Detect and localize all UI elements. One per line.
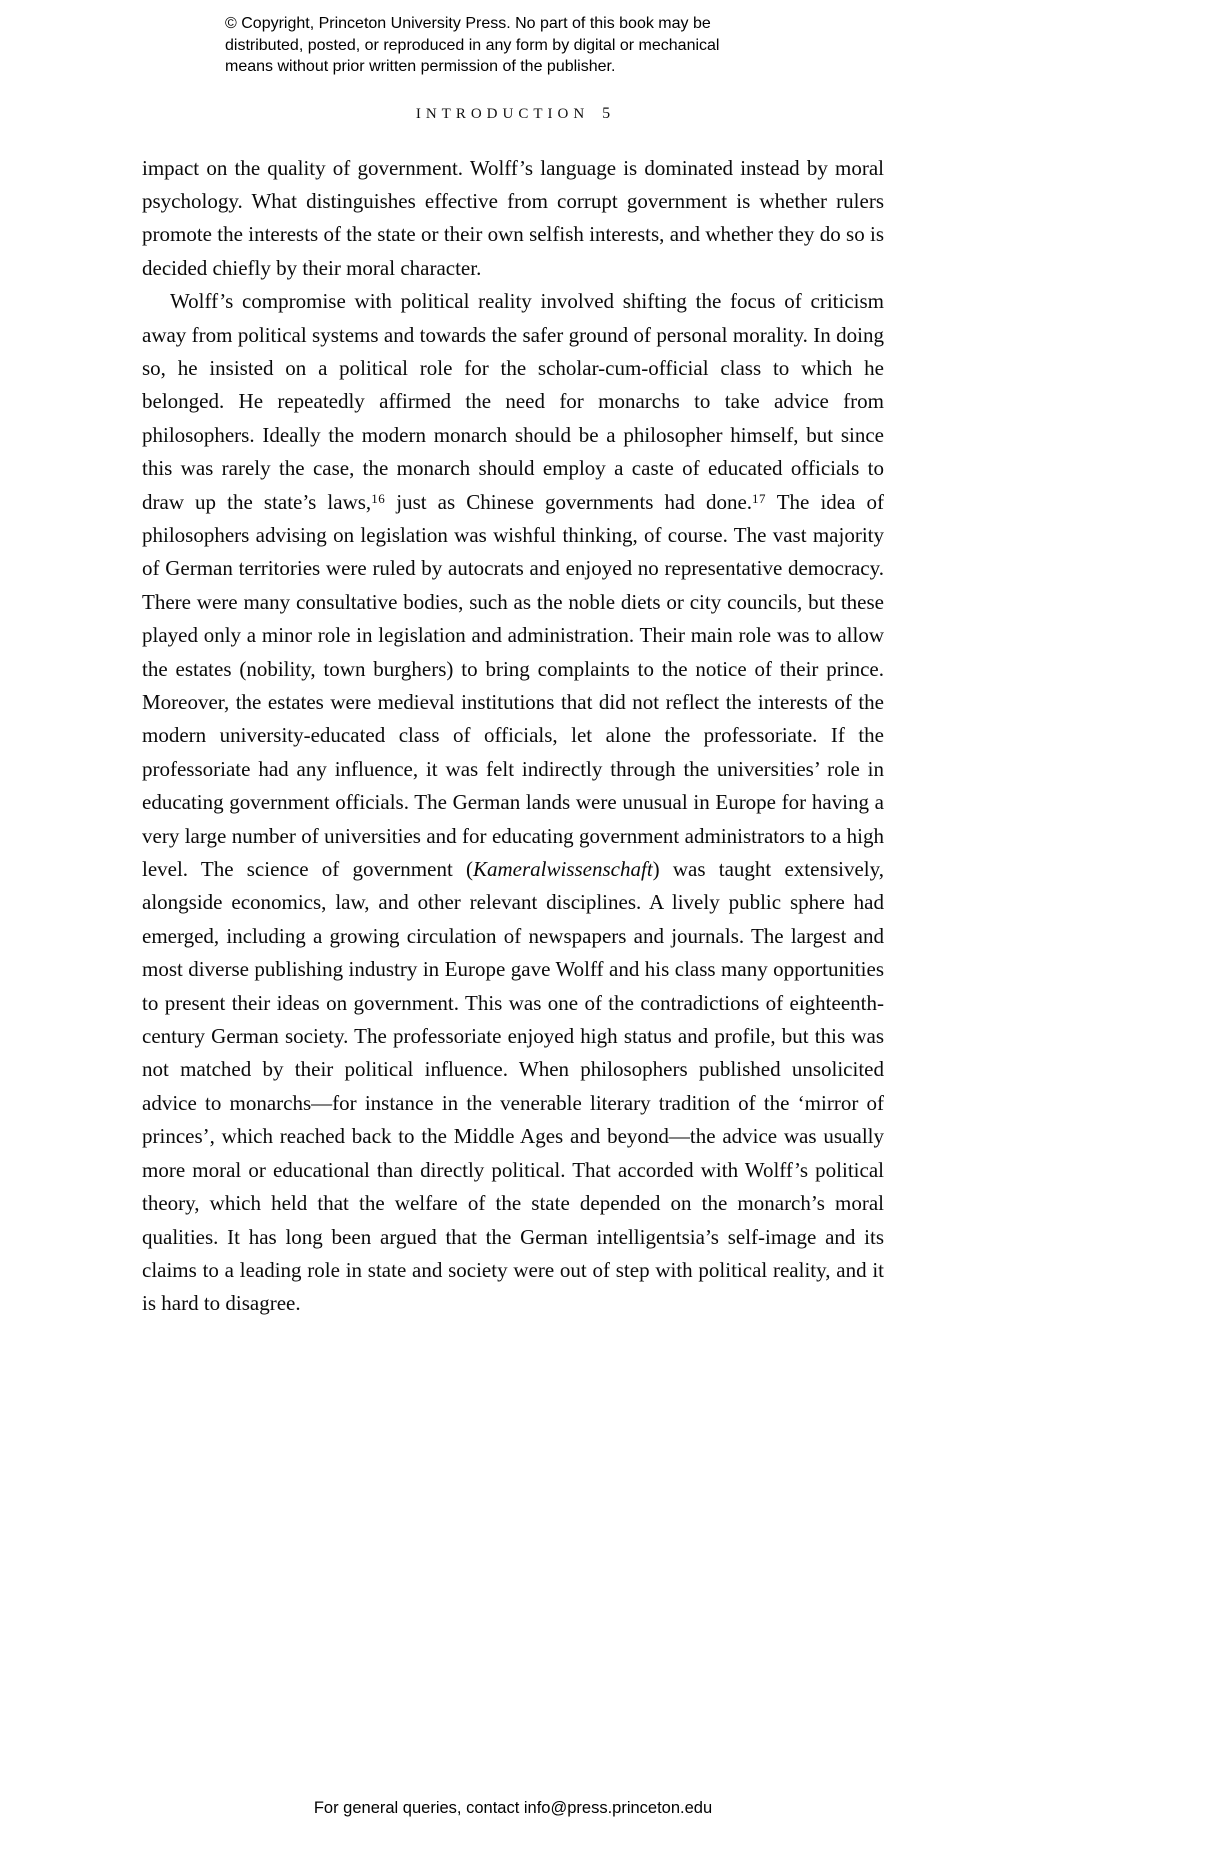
- footnote-reference: 16: [371, 490, 386, 506]
- paragraph: [142, 152, 884, 286]
- page-number: 5: [602, 104, 611, 122]
- text-run: Wolff’s compromise with political reality involved shifting the focus of criticism away from political systems and towards the safer ground of personal morality. In doing so, he insisted on a political role for the scholar-cum-official class to which he belonged. He repeatedly affirmed the need for monarchs to take advice from philosophers. Ideally the modern monarch should be a philosopher himself, but since this was rarely the case, the monarch should employ a caste of educated officials to draw up the state’s laws,: [142, 289, 884, 514]
- italic-term: Kameralwissenschaft: [473, 857, 653, 882]
- text-run: just as Chinese governments had done.: [385, 489, 753, 514]
- body-text: [142, 152, 884, 1321]
- paragraph: [142, 285, 884, 1321]
- running-head: [142, 105, 884, 123]
- copyright-line: distributed, posted, or reproduced in any form by digital or mechanical: [225, 36, 720, 54]
- footer-query-note: For general queries, contact info@press.princeton.edu: [313, 1799, 713, 1817]
- chapter-title: INTRODUCTION: [415, 105, 590, 122]
- copyright-notice: [142, 13, 884, 78]
- footnote-reference: 17: [752, 490, 767, 506]
- page-content: [142, 0, 884, 1321]
- text-run: ) was taught extensively, alongside economics, law, and other relevant disciplines. A lively public sphere had emerged, including a growing circulation of newspapers and journals. The largest and most diverse publishing industry in Europe gave Wolff and his class many opportunities to present their ideas on government. This was one of the contradictions of eighteenth-century German society. The professoriate enjoyed high status and profile, but this was not matched by their political influence. When philosophers published unsolicited advice to monarchs—for instance in the venerable literary tradition of the ‘mirror of princes’, which reached back to the Middle Ages and beyond—the advice was usually more moral or educational than directly political. That accorded with Wolff’s political theory, which held that the welfare of the state depended on the monarch’s moral qualities. It has long been argued that the German intelligentsia’s self-image and its claims to a leading role in state and society were out of step with political reality, and it is hard to disagree.: [142, 857, 884, 1316]
- copyright-line: © Copyright, Princeton University Press. No part of this book may be: [225, 15, 711, 32]
- text-run: The idea of philosophers advising on legislation was wishful thinking, of course. The vast majority of German territories were ruled by autocrats and enjoyed no representative democracy. There were many consultative bodies, such as the noble diets or city councils, but these played only a minor role in legislation and administration. Their main role was to allow the estates (nobility, town burghers) to bring complaints to the notice of their prince. Moreover, the estates were medieval institutions that did not reflect the interests of the modern university-educated class of officials, let alone the professoriate. If the professoriate had any influence, it was felt indirectly through the universities’ role in educating government officials. The German lands were unusual in Europe for having a very large number of universities and for educating government administrators to a high level. The science of government (: [142, 489, 884, 882]
- text-run: impact on the quality of government. Wolff’s language is dominated instead by moral psychology. What distinguishes effective from corrupt government is whether rulers promote the interests of the state or their own selfish interests, and whether they do so is decided chiefly by their moral character.: [142, 155, 884, 280]
- copyright-line: means without prior written permission of the publisher.: [225, 58, 616, 75]
